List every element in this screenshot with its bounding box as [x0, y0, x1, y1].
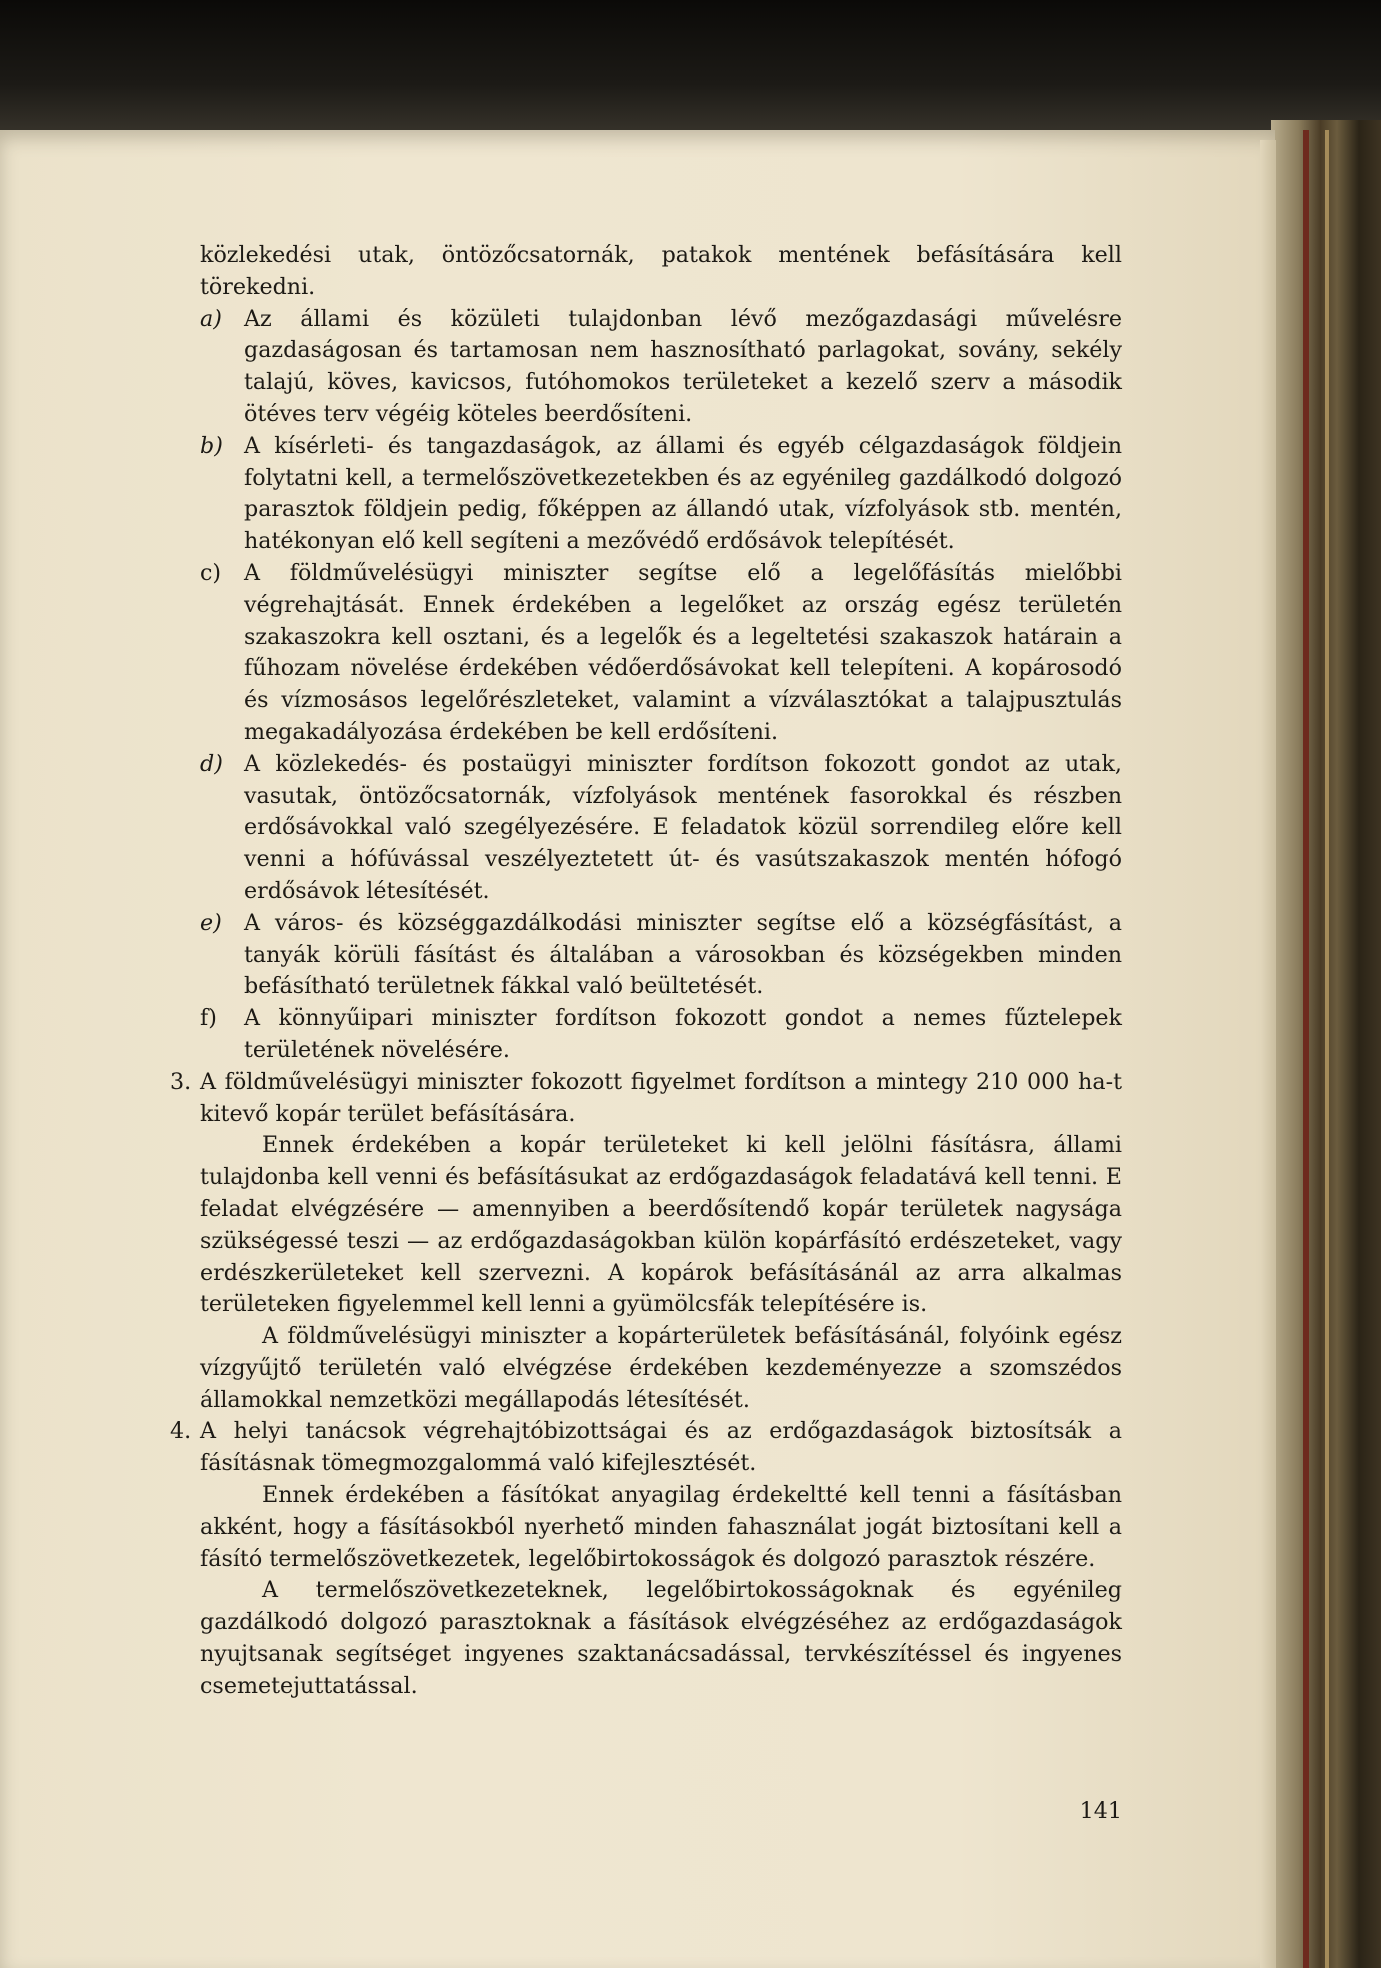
- list-item: [200, 749, 1122, 908]
- paragraph: Ennek érdekében a fásítókat anyagilag érdekeltté kell tenni a fásításban akként, hogy a fásításokból nyerhető minden fahasználat jogát biztosítani kell a fásító termelőszövetkezetek, legelőbirtokosságok és dolgozó parasztok részére.: [200, 1482, 1122, 1572]
- paragraph: Ennek érdekében a kopár területeket ki kell jelölni fásításra, állami tulajdonba kell venni és befásításukat az erdőgazdaságok feladatává kell tenni. E feladat elvégzésére — amennyiben a beerdősítendő kopár területek nagysága szükségessé teszi — az erdőgazdaságokban külön kopárfásító erdészeteket, vagy erdészkerületeket kell szervezni. A kopárok befásításánál az arra alkalmas területeken figyelemmel kell lenni a gyümölcsfák telepítésére is.: [200, 1132, 1122, 1318]
- scan-background-top: [0, 0, 1381, 140]
- paragraph: A termelőszövetkezeteknek, legelőbirtokosságoknak és egyénileg gazdálkodó dolgozó parasztoknak a fásítások elvégzéséhez az erdőgazdaságok nyujtsanak segítséget ingyenes szaktanácsadással, tervkészítéssel és ingyenes csemetejuttatással.: [200, 1577, 1122, 1699]
- item-text: A földművelésügyi miniszter fokozott figyelmet fordítson a mintegy 210 000 ha-t kitevő kopár terület befásítására.: [200, 1068, 1122, 1127]
- list-item: [200, 431, 1122, 558]
- list-item: [200, 1003, 1122, 1067]
- numbered-item-3: [200, 1067, 1122, 1131]
- item-label: c): [200, 559, 222, 586]
- item-text: A helyi tanácsok végrehajtóbizottságai és az erdőgazdaságok biztosítsák a fásításnak tömegmozgalommá való kifejlesztését.: [200, 1418, 1122, 1477]
- list-item: [200, 558, 1122, 749]
- item-text: A közlekedés- és postaügyi miniszter fordítson fokozott gondot az utak, vasutak, öntözőcsatornák, vízfolyások mentének fasorokkal és részben erdősávokkal való szegélyezésére. E feladatok közül sorrendileg előre kell venni a hófúvással veszélyeztetett út- és vasútszakaszok mentén hófogó erdősávok létesítését.: [244, 750, 1122, 904]
- page-text: [200, 240, 1122, 1703]
- item-label: a): [200, 305, 222, 332]
- spine-stripe: [1303, 130, 1309, 1968]
- item-text: A könnyűipari miniszter fordítson fokozott gondot a nemes fűztelepek területének növelésére.: [244, 1005, 1122, 1063]
- spine-stripe: [1325, 130, 1329, 1968]
- item-label: d): [200, 750, 223, 777]
- item-text: Az állami és közületi tulajdonban lévő mezőgazdasági művelésre gazdaságosan és tartamosan nem hasznosítható parlagokat, sovány, sekély talajú, köves, kavicsos, futóhomokos területeket a kezelő szerv a második ötéves terv végéig köteles beerdősíteni.: [244, 305, 1122, 427]
- item-text: A város- és községgazdálkodási miniszter segítse elő a községfásítást, a tanyák körüli fásítást és általában a városokban és községekben minden befásítható területnek fákkal való beültetését.: [244, 909, 1122, 1000]
- list-item: [200, 908, 1122, 1003]
- item-label: e): [200, 909, 222, 936]
- page-edge: [1260, 140, 1276, 1968]
- item-label: b): [200, 432, 223, 459]
- lead-in-paragraph: közlekedési utak, öntözőcsatornák, patakok mentének befásítására kell törekedni.: [200, 242, 1122, 300]
- list-item: [200, 304, 1122, 431]
- item-text: A földművelésügyi miniszter segítse elő a legelőfásítás mielőbbi végrehajtását. Ennek érdekében a legelőket az ország egész területén szakaszokra kell osztani, és a legelők és a legeltetési szakaszok határain a fűhozam növelése érdekében védőerdősávokat kell telepíteni. A kopárosodó és vízmosásos legelőrészleteket, valamint a vízválasztókat a talajpusztulás megakadályozása érdekében be kell erdősíteni.: [244, 559, 1122, 745]
- item-label: f): [200, 1005, 217, 1032]
- item-text: A kísérleti- és tangazdaságok, az állami és egyéb célgazdaságok földjein folytatni kell, a termelőszövetkezetekben és az egyénileg gazdálkodó dolgozó parasztok földjein pedig, főképpen az állandó utak, vízfolyások stb. mentén, hatékonyan elő kell segíteni a mezővédő erdősávok telepítését.: [244, 432, 1122, 555]
- numbered-item-4: [200, 1416, 1122, 1480]
- page-number: 141: [1079, 1798, 1122, 1824]
- paragraph: A földművelésügyi miniszter a kopárterületek befásításánál, folyóink egész vízgyűjtő területén való elvégzése érdekében kezdeményezze a szomszédos államokkal nemzetközi megállapodás létesítését.: [200, 1323, 1122, 1413]
